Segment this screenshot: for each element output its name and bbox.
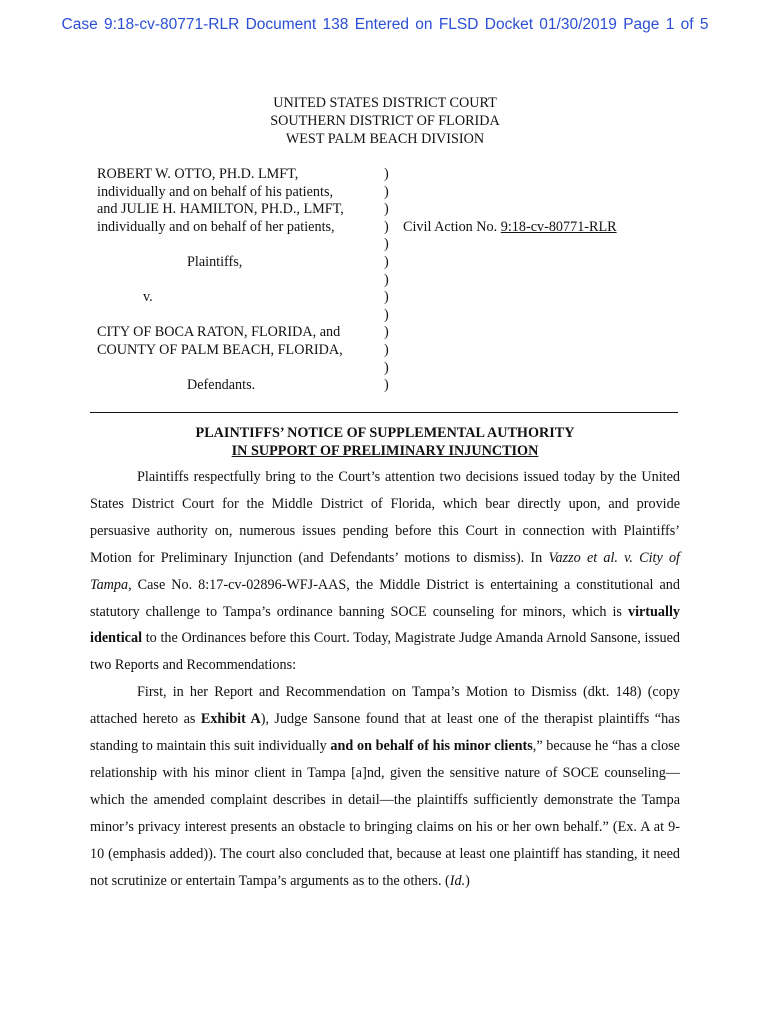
paren: ) <box>384 359 389 376</box>
paren: ) <box>384 306 389 323</box>
paren: ) <box>384 271 389 288</box>
court-line-2: SOUTHERN DISTRICT OF FLORIDA <box>270 113 500 129</box>
paren: ) <box>384 341 389 358</box>
paren: ) <box>384 236 389 253</box>
versus-label: v. <box>143 289 153 306</box>
court-heading <box>0 94 770 148</box>
emphasis: and on behalf of his minor clients <box>330 738 533 755</box>
paren: ) <box>384 324 389 341</box>
docket-header: Case 9:18-cv-80771-RLR Document 138 Entered on FLSD Docket 01/30/2019 Page 1 of 5 <box>61 16 709 33</box>
civil-action-label: Civil Action No. <box>403 219 501 235</box>
defendants-label: Defendants. <box>187 377 256 394</box>
caption-divider <box>90 412 678 413</box>
plaintiff-line-2: individually and on behalf of his patients, <box>97 183 334 200</box>
plaintiff-line-3: and JULIE H. HAMILTON, PH.D., LMFT, <box>97 201 344 218</box>
paren: ) <box>384 289 389 306</box>
civil-action-number <box>403 219 617 237</box>
text: ), Judge Sansone found that at least one of the therapist plaintiffs “has standing to maintain this suit individually <box>90 711 680 755</box>
plaintiffs-label: Plaintiffs, <box>187 253 243 270</box>
document-body <box>90 464 680 895</box>
paren: ) <box>384 183 389 200</box>
case-name: Vazzo et al. v. City of Tampa <box>90 549 680 593</box>
title-line-2: IN SUPPORT OF PRELIMINARY INJUNCTION <box>231 443 539 459</box>
text: Plaintiffs respectfully bring to the Court’s attention two decisions issued today by the United States District Court for the Middle District of Florida, which bear directly upon, and provide persuasive authority on, numerous issues pending before this Court in connection with Plaintiffs’ Motion for Preliminary Injunction (and Defendants’ motions to dismiss). In <box>90 469 680 566</box>
spacer <box>97 307 387 325</box>
title-line-1: PLAINTIFFS’ NOTICE OF SUPPLEMENTAL AUTHORITY <box>195 425 575 441</box>
spacer <box>97 360 387 378</box>
paren: ) <box>384 253 389 270</box>
citation-id: Id. <box>449 872 466 889</box>
defendant-line-1: CITY OF BOCA RATON, FLORIDA, and <box>97 324 341 341</box>
paren: ) <box>384 166 389 182</box>
plaintiff-line-1: ROBERT W. OTTO, PH.D. LMFT, <box>97 166 299 182</box>
court-line-1: UNITED STATES DISTRICT COURT <box>273 95 497 111</box>
civil-action-value: 9:18-cv-80771-RLR <box>500 219 617 235</box>
text: First, in her Report and Recommendation on Tampa’s Motion to Dismiss (dkt. 148) (copy attached hereto as <box>90 684 680 728</box>
defendant-line-2: COUNTY OF PALM BEACH, FLORIDA, <box>97 341 343 358</box>
plaintiff-line-4: individually and on behalf of her patients, <box>97 218 335 235</box>
case-caption-parties <box>97 166 387 395</box>
paren: ) <box>384 201 389 218</box>
document-title <box>0 424 770 460</box>
exhibit-reference: Exhibit A <box>200 711 261 728</box>
paren: ) <box>384 218 389 235</box>
caption-parentheses <box>384 166 389 395</box>
spacer <box>97 272 387 290</box>
paren: ) <box>384 377 389 394</box>
text: ) <box>465 872 470 889</box>
text: , Case No. 8:17-cv-02896-WFJ-AAS, the Middle District is entertaining a constitutional and statutory challenge to Tampa’s ordinance banning SOCE counseling for minors, which is <box>90 576 680 620</box>
court-line-3: WEST PALM BEACH DIVISION <box>285 131 485 147</box>
paragraph-2 <box>90 679 680 894</box>
paragraph-1 <box>90 464 680 679</box>
spacer <box>97 236 387 254</box>
text: to the Ordinances before this Court. Today, Magistrate Judge Amanda Arnold Sansone, issued two Reports and Recommendations: <box>90 630 680 674</box>
emphasis: virtually identical <box>90 603 680 647</box>
text: ,” because he “has a close relationship with his minor client in Tampa [a]nd, given the sensitive nature of SOCE counseling—which the amended complaint describes in detail—the plaintiffs sufficiently demonstrate the Tampa minor’s privacy interest presents an obstacle to bringing claims on his or her own behalf.” (Ex. A at 9-10 (emphasis added)). The court also concluded that, because at least one plaintiff has standing, it need not scrutinize or entertain Tampa’s arguments as to the others. ( <box>90 738 680 889</box>
